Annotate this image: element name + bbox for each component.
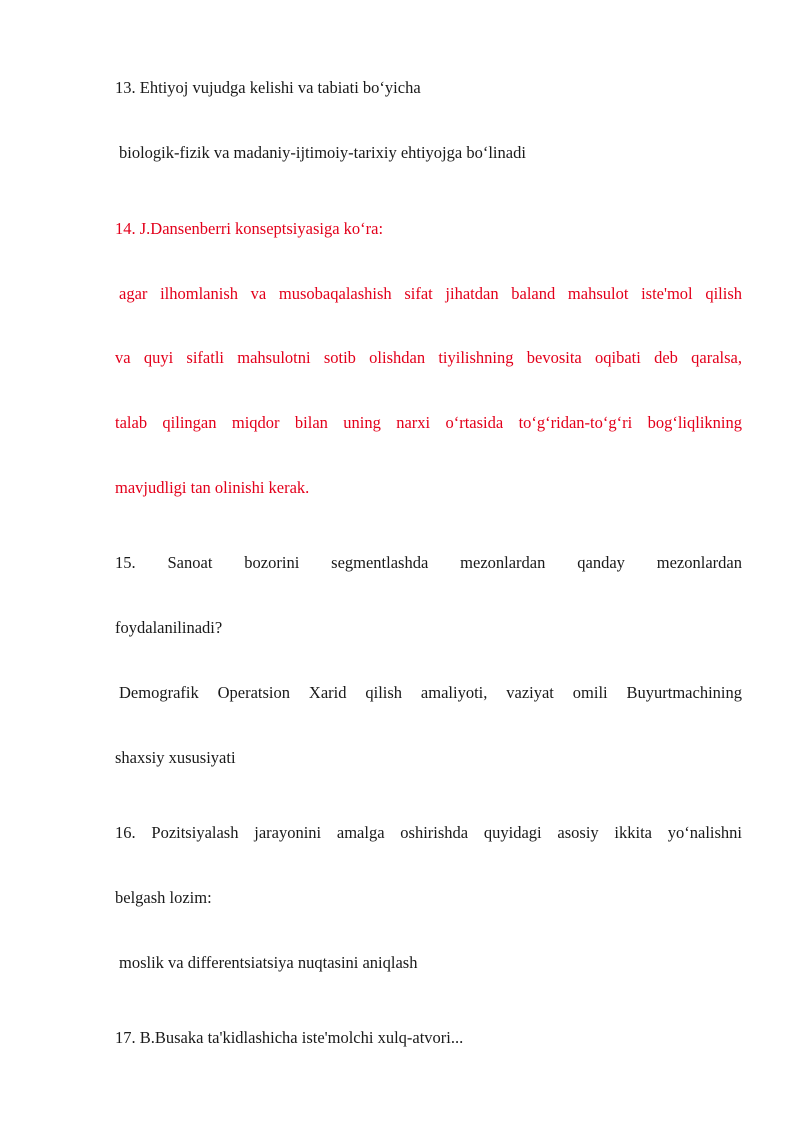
answer-14-line-2: va quyi sifatli mahsulotni sotib olishdan tiyilishning bevosita oqibati deb qaralsa,	[115, 348, 742, 367]
question-16-line-2: belgash lozim:	[115, 888, 212, 907]
answer-14-line-4: mavjudligi tan olinishi kerak.	[115, 478, 310, 497]
question-17: 17. B.Busaka ta'kidlashicha iste'molchi xulq-atvori...	[115, 1028, 464, 1047]
answer-13: biologik-fizik va madaniy-ijtimoiy-tarixiy ehtiyojga bo‘linadi	[119, 143, 526, 162]
answer-14-line-3: talab qilingan miqdor bilan uning narxi o‘rtasida to‘g‘ridan-to‘g‘ri bog‘liqlikning	[115, 413, 742, 432]
answer-15-line-2: shaxsiy xususiyati	[115, 748, 236, 767]
answer-16: moslik va differentsiatsiya nuqtasini aniqlash	[119, 953, 418, 972]
question-15-line-2: foydalanilinadi?	[115, 618, 223, 637]
question-15-line-1: 15. Sanoat bozorini segmentlashda mezonlardan qanday mezonlardan	[115, 553, 742, 572]
question-16-line-1: 16. Pozitsiyalash jarayonini amalga oshirishda quyidagi asosiy ikkita yo‘nalishni	[115, 823, 742, 842]
question-13: 13. Ehtiyoj vujudga kelishi va tabiati bo‘yicha	[115, 78, 421, 97]
answer-15-line-1: Demografik Operatsion Xarid qilish amaliyoti, vaziyat omili Buyurtmachining	[119, 683, 742, 702]
question-14: 14. J.Dansenberri konseptsiyasiga ko‘ra:	[115, 219, 384, 238]
answer-14-line-1: agar ilhomlanish va musobaqalashish sifat jihatdan baland mahsulot iste'mol qilish	[119, 284, 742, 303]
